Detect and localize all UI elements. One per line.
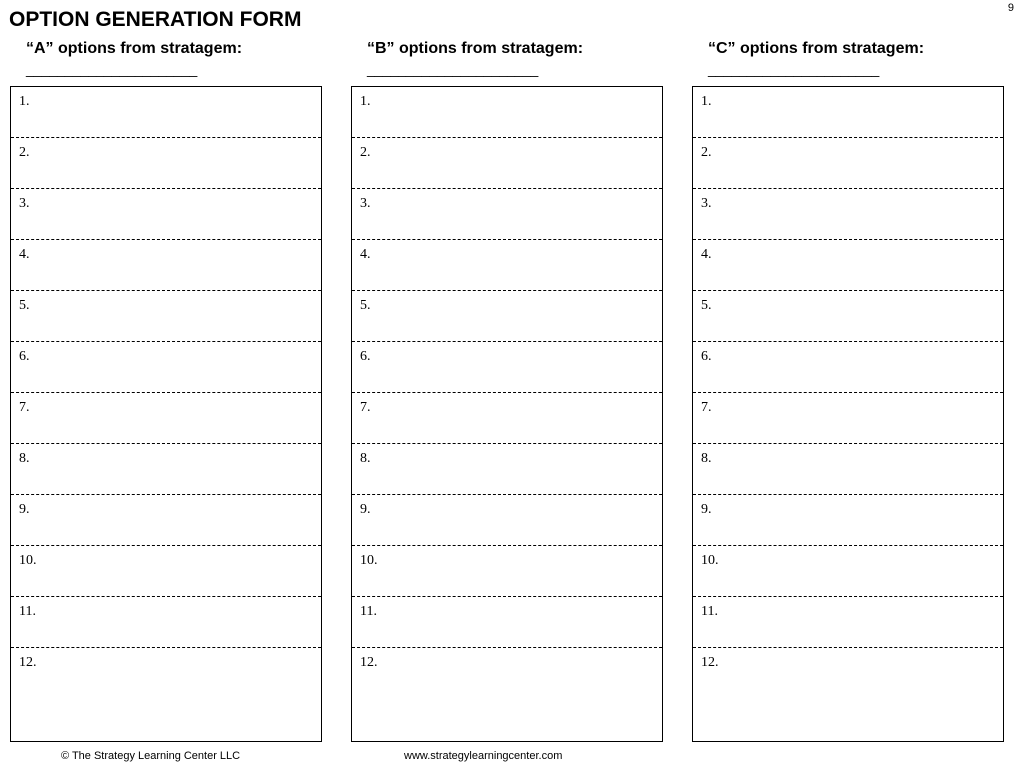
row-number: 5.	[360, 298, 371, 313]
row-number: 10.	[19, 553, 37, 568]
column-b-heading: “B” options from stratagem:	[367, 40, 584, 57]
option-row[interactable]	[693, 444, 1003, 495]
option-row[interactable]	[11, 87, 321, 138]
column-c	[692, 38, 1004, 670]
column-a-heading: “A” options from stratagem:	[26, 40, 243, 57]
row-number: 11.	[701, 604, 718, 619]
option-row[interactable]	[693, 495, 1003, 546]
option-row[interactable]	[11, 342, 321, 393]
row-number: 12.	[701, 655, 719, 670]
option-row[interactable]	[352, 87, 662, 138]
option-row[interactable]	[693, 291, 1003, 342]
row-number: 6.	[19, 349, 30, 364]
row-number: 12.	[19, 655, 37, 670]
row-number: 9.	[360, 502, 371, 517]
option-row[interactable]	[11, 444, 321, 495]
column-a	[10, 38, 322, 670]
option-row[interactable]	[693, 597, 1003, 648]
row-number: 2.	[19, 145, 30, 160]
column-a-options-box	[10, 86, 322, 742]
column-c-heading: “C” options from stratagem:	[708, 40, 925, 57]
option-row[interactable]	[11, 393, 321, 444]
option-row[interactable]	[352, 393, 662, 444]
option-row[interactable]	[693, 138, 1003, 189]
row-number: 10.	[360, 553, 378, 568]
option-row[interactable]	[693, 393, 1003, 444]
row-number: 4.	[19, 247, 30, 262]
option-row[interactable]	[352, 342, 662, 393]
column-a-stratagem-blank[interactable]: ______________________	[26, 61, 198, 77]
option-row[interactable]	[693, 189, 1003, 240]
column-b-stratagem-blank[interactable]: ______________________	[367, 61, 539, 77]
option-row[interactable]	[693, 87, 1003, 138]
row-number: 3.	[701, 196, 712, 211]
option-row[interactable]	[11, 240, 321, 291]
row-number: 9.	[19, 502, 30, 517]
row-number: 7.	[19, 400, 30, 415]
row-number: 3.	[360, 196, 371, 211]
option-row[interactable]	[693, 240, 1003, 291]
row-number: 6.	[701, 349, 712, 364]
option-row[interactable]	[352, 648, 662, 740]
column-c-stratagem-blank[interactable]: ______________________	[708, 61, 880, 77]
option-row[interactable]	[352, 189, 662, 240]
option-row[interactable]	[11, 291, 321, 342]
option-row[interactable]	[352, 240, 662, 291]
row-number: 8.	[360, 451, 371, 466]
row-number: 9.	[701, 502, 712, 517]
option-row[interactable]	[693, 546, 1003, 597]
row-number: 8.	[701, 451, 712, 466]
option-row[interactable]	[352, 597, 662, 648]
row-number: 12.	[360, 655, 378, 670]
row-number: 11.	[360, 604, 377, 619]
page-number: 9	[1007, 2, 1014, 14]
option-row[interactable]	[352, 546, 662, 597]
option-row[interactable]	[11, 495, 321, 546]
column-b	[351, 38, 663, 670]
row-number: 5.	[19, 298, 30, 313]
row-number: 3.	[19, 196, 30, 211]
option-row[interactable]	[693, 648, 1003, 740]
option-row[interactable]	[693, 342, 1003, 393]
option-row[interactable]	[352, 291, 662, 342]
option-row[interactable]	[11, 189, 321, 240]
footer-website: www.strategylearningcenter.com	[404, 750, 563, 762]
option-row[interactable]	[11, 546, 321, 597]
footer-copyright: © The Strategy Learning Center LLC	[61, 750, 241, 762]
row-number: 1.	[19, 94, 30, 109]
row-number: 4.	[701, 247, 712, 262]
form-title: OPTION GENERATION FORM	[9, 8, 302, 31]
row-number: 10.	[701, 553, 719, 568]
option-row[interactable]	[352, 444, 662, 495]
option-row[interactable]	[352, 495, 662, 546]
row-number: 2.	[701, 145, 712, 160]
option-row[interactable]	[11, 648, 321, 740]
row-number: 7.	[701, 400, 712, 415]
row-number: 2.	[360, 145, 371, 160]
option-row[interactable]	[11, 138, 321, 189]
column-b-options-box	[351, 86, 663, 742]
row-number: 1.	[701, 94, 712, 109]
row-number: 8.	[19, 451, 30, 466]
option-row[interactable]	[352, 138, 662, 189]
column-c-options-box	[692, 86, 1004, 742]
row-number: 4.	[360, 247, 371, 262]
option-row[interactable]	[11, 597, 321, 648]
row-number: 5.	[701, 298, 712, 313]
row-number: 1.	[360, 94, 371, 109]
row-number: 6.	[360, 349, 371, 364]
row-number: 11.	[19, 604, 36, 619]
row-number: 7.	[360, 400, 371, 415]
